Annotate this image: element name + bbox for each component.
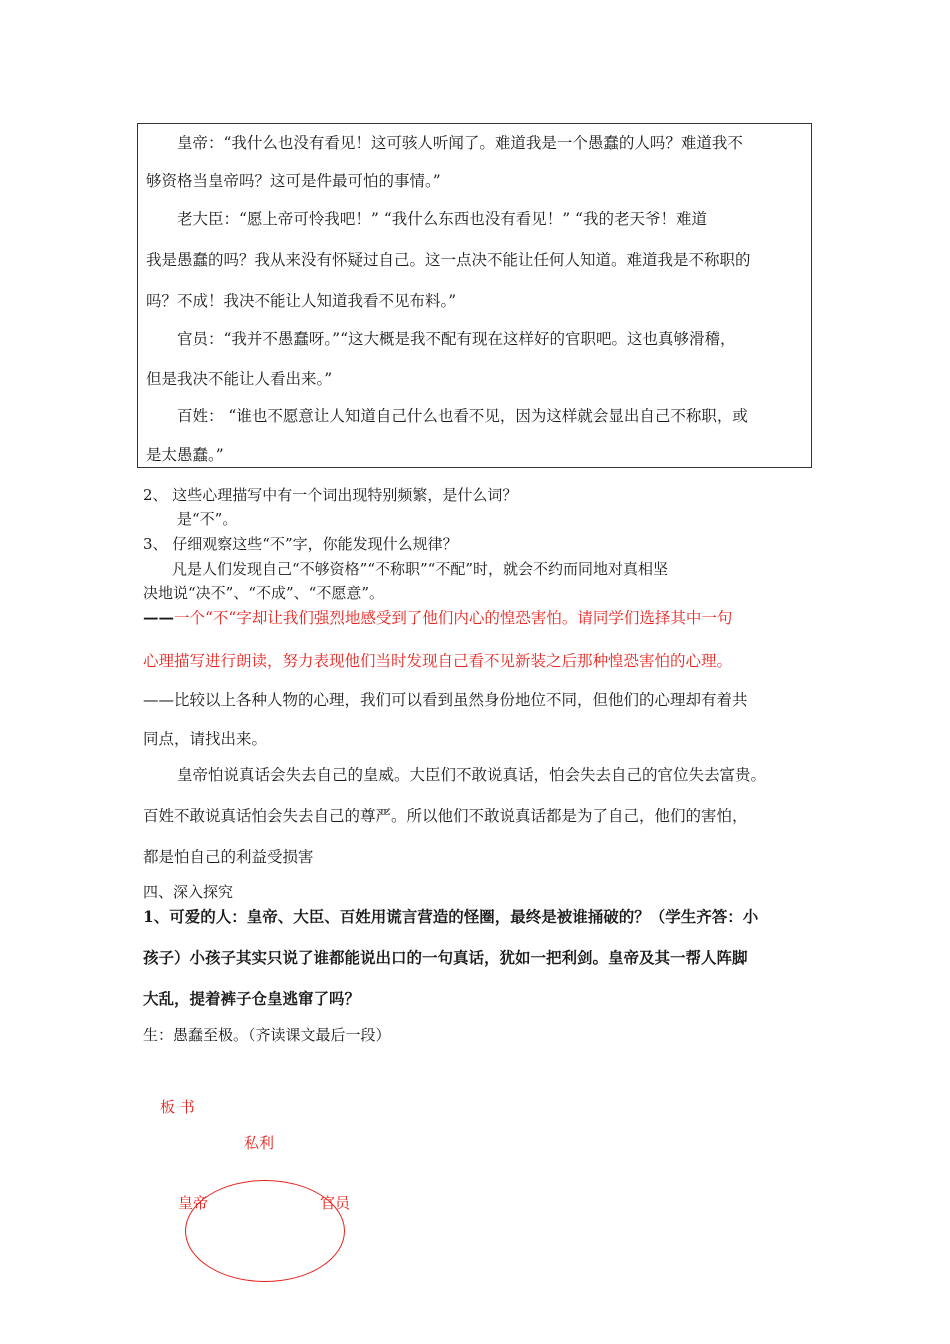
compare-line1: ——比较以上各种人物的心理，我们可以看到虽然身份地位不同，但他们的心理却有着共	[143, 691, 748, 709]
minister-quote-line2: 我是愚蠢的吗？我从来没有怀疑过自己。这一点决不能让任何人知道。难道我是不称职的	[146, 251, 751, 269]
section-4-bold-line2: 孩子）小孩子其实只说了谁都能说出口的一句真话，犹如一把利剑。皇帝及其一帮人阵脚	[143, 948, 748, 967]
board-label-official: 官员	[320, 1194, 351, 1212]
analysis-line1: 皇帝怕说真话会失去自己的皇威。大臣们不敢说真话，怕会失去自己的官位失去富贵。	[177, 766, 767, 784]
question-3-answer-line2: 决地说“决不”、“不成”、“不愿意”。	[143, 584, 385, 602]
red-note-text1: 一个“不“字却让我们强烈地感受到了他们内心的惶恐害怕。请同学们选择其中一句	[174, 609, 733, 627]
question-3: 3、 仔细观察这些“不”字，你能发现什么规律？	[143, 535, 458, 553]
official-quote-line1: 官员：“我并不愚蠢呀。”“这大概是我不配有现在这样好的官职吧。这也真够滑稽，	[177, 330, 736, 348]
analysis-line2: 百姓不敢说真话怕会失去自己的尊严。所以他们不敢说真话都是为了自己，他们的害怕，	[143, 807, 748, 825]
student-answer: 生：愚蠢至极。（齐读课文最后一段）	[143, 1026, 391, 1044]
board-circle-diagram	[185, 1180, 345, 1282]
emperor-quote-line1: 皇帝：“我什么也没有看见！这可骇人听闻了。难道我是一个愚蠢的人吗？难道我不	[177, 134, 743, 152]
minister-quote-line3: 吗？不成！我决不能让人知道我看不见布料。”	[146, 292, 457, 310]
emperor-quote-line2: 够资格当皇帝吗？这可是件最可怕的事情。”	[146, 172, 441, 190]
question-2: 2、 这些心理描写中有一个词出现特别频繁，是什么词？	[143, 486, 518, 504]
official-quote-line2: 但是我决不能让人看出来。”	[146, 370, 333, 388]
red-note-dash: ——	[143, 608, 174, 627]
question-3-answer-line1: 凡是人们发现自己“不够资格”“不称职”“不配”时，就会不约而同地对真相坚	[172, 560, 669, 578]
people-quote-line2: 是太愚蠢。”	[146, 446, 224, 464]
people-quote-line1: 百姓： “谁也不愿意让人知道自己什么也看不见，因为这样就会显出自己不称职，或	[177, 407, 748, 425]
board-title: 板 书	[160, 1098, 195, 1116]
board-label-private-interest: 私利	[244, 1134, 275, 1152]
question-2-answer: 是“不”。	[177, 510, 238, 528]
red-note-line2: 心理描写进行朗读，努力表现他们当时发现自己看不见新装之后那种惶恐害怕的心理。	[143, 652, 733, 670]
section-4-bold-line3: 大乱，提着裤子仓皇逃窜了吗？	[143, 989, 361, 1008]
board-label-emperor: 皇帝	[178, 1194, 209, 1212]
section-4-bold-line1: 1、可爱的人：皇帝、大臣、百姓用谎言营造的怪圈，最终是被谁捅破的？（学生齐答：小	[143, 907, 759, 926]
compare-line2: 同点，请找出来。	[143, 730, 268, 748]
red-note-line1	[143, 606, 732, 628]
section-4-heading: 四、深入探究	[143, 883, 234, 901]
minister-quote-line1: 老大臣：“愿上帝可怜我吧！” “我什么东西也没有看见！” “我的老天爷！难道	[177, 210, 707, 228]
analysis-line3: 都是怕自己的利益受损害	[143, 848, 314, 866]
